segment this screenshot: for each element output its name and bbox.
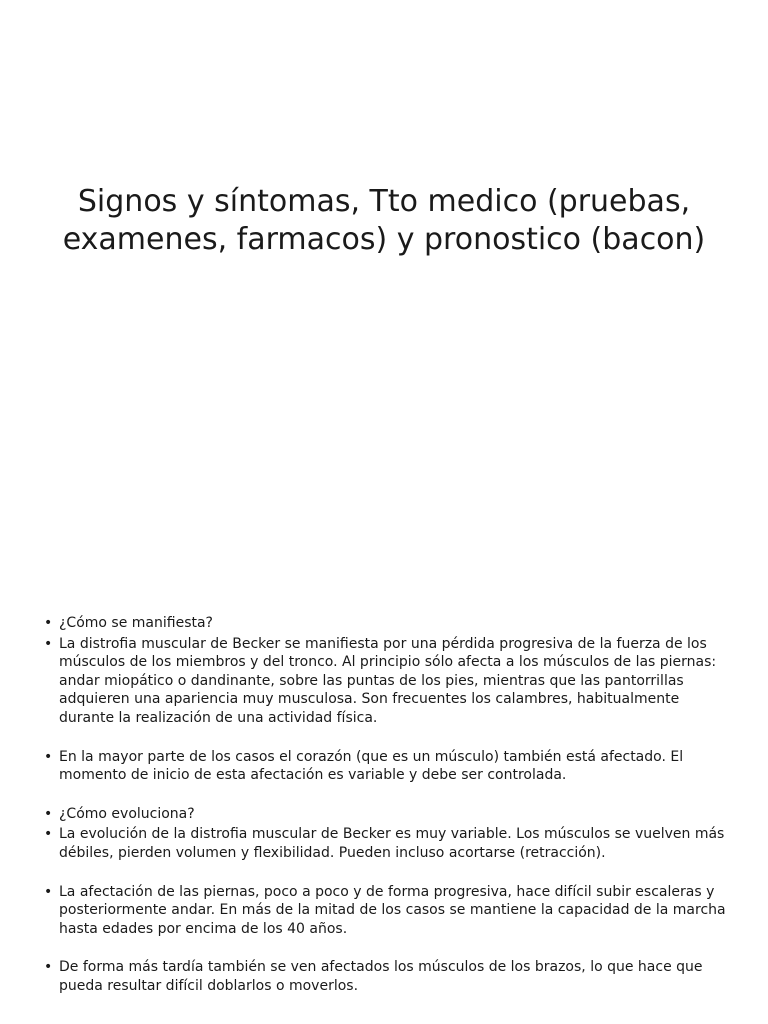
bullet-mark: • bbox=[44, 826, 53, 843]
bullet-item bbox=[44, 614, 734, 633]
slide-title-area bbox=[60, 183, 708, 259]
bullet-item bbox=[44, 748, 734, 785]
bullet-mark: • bbox=[44, 748, 53, 765]
bullet-item bbox=[44, 635, 734, 728]
bullet-item bbox=[44, 805, 734, 824]
bullet-item bbox=[44, 958, 734, 995]
bullet-mark: • bbox=[44, 805, 53, 822]
bullet-mark: • bbox=[44, 635, 53, 652]
bullet-item bbox=[44, 825, 734, 862]
bullet-list bbox=[44, 614, 734, 996]
bullet-item bbox=[44, 883, 734, 939]
bullet-text: La distrofia muscular de Becker se manifiesta por una pérdida progresiva de la fuerza de los músculos de los miembros y del tronco. Al principio sólo afecta a los músculos de las piernas: andar miopático o dandinante, sobre las puntas de los pies, mientras que las pantorrillas adquieren una apariencia muy musculosa. Son frecuentes los calambres, habitualmente durante la realización de una actividad física. bbox=[59, 635, 717, 726]
bullet-text: De forma más tardía también se ven afectados los músculos de los brazos, lo que hace que pueda resultar difícil doblarlos o moverlos. bbox=[59, 959, 703, 994]
bullet-mark: • bbox=[44, 883, 53, 900]
slide-body bbox=[44, 614, 734, 998]
bullet-text: ¿Cómo evoluciona? bbox=[59, 805, 195, 822]
bullet-text: En la mayor parte de los casos el corazón (que es un músculo) también está afectado. El momento de inicio de esta afectación es variable y debe ser controlada. bbox=[59, 748, 684, 784]
bullet-mark: • bbox=[44, 615, 53, 631]
bullet-text: ¿Cómo se manifiesta? bbox=[59, 615, 213, 631]
slide-title: Signos y síntomas, Tto medico (pruebas, examenes, farmacos) y pronostico (bacon) bbox=[62, 184, 706, 257]
bullet-mark: • bbox=[44, 959, 53, 976]
bullet-text: La evolución de la distrofia muscular de Becker es muy variable. Los músculos se vuelven más débiles, pierden volumen y flexibilidad. Pueden incluso acortarse (retracción). bbox=[59, 826, 725, 861]
bullet-text: La afectación de las piernas, poco a poco y de forma progresiva, hace difícil subir escaleras y posteriormente andar. En más de la mitad de los casos se mantiene la capacidad de la marcha hasta edades por encima de los 40 años. bbox=[59, 883, 726, 937]
